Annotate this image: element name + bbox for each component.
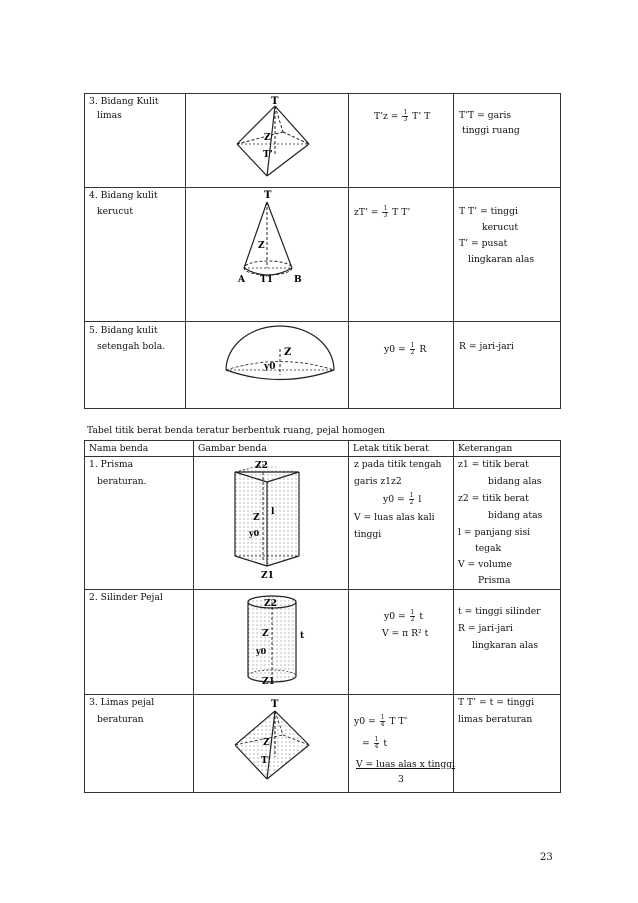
row-note: V = volume bbox=[458, 559, 512, 570]
label-B: B bbox=[294, 275, 302, 285]
label-Z2: Z2 bbox=[264, 599, 277, 609]
row-formula: z pada titik tengah bbox=[354, 459, 442, 470]
label-y0: y0 bbox=[264, 362, 276, 372]
row-note: limas beraturan bbox=[458, 714, 533, 725]
column-header: Gambar benda bbox=[198, 443, 267, 454]
row-note: tinggi ruang bbox=[462, 125, 520, 136]
row-formula: y0 = $\frac{1}{2}$ t bbox=[384, 609, 424, 623]
row-note: Prisma bbox=[478, 575, 511, 586]
row-formula: T’z = $\frac{1}{3}$ T’ T bbox=[374, 109, 431, 123]
row-note: z2 = titik berat bbox=[458, 493, 529, 504]
row-note: z1 = titik berat bbox=[458, 459, 529, 470]
row-formula: V = luas alas kali bbox=[354, 512, 435, 523]
row-note: t = tinggi silinder bbox=[458, 606, 541, 617]
row-formula: tinggi bbox=[354, 529, 382, 540]
label-T-prime: T’ bbox=[261, 756, 271, 766]
label-T1: T1 bbox=[260, 275, 273, 285]
pyramid-solid-figure bbox=[225, 697, 325, 792]
label-Z: Z bbox=[284, 347, 292, 358]
label-y0: y0 bbox=[256, 646, 267, 656]
row-note: tegak bbox=[475, 543, 502, 554]
label-l: l bbox=[271, 507, 275, 517]
row-name: limas bbox=[97, 110, 122, 121]
pyramid-surface-figure bbox=[225, 96, 325, 186]
row-note: R = jari-jari bbox=[458, 623, 513, 634]
row-note: T’T = garis bbox=[459, 110, 512, 121]
row-formula: y0 = $\frac{1}{2}$ l bbox=[383, 492, 422, 506]
label-A: A bbox=[238, 275, 245, 285]
label-Z: Z bbox=[253, 513, 260, 523]
label-T: T bbox=[264, 190, 272, 201]
label-Z2: Z2 bbox=[255, 461, 268, 471]
table-caption: Tabel titik berat benda teratur berbentuk ruang, pejal homogen bbox=[87, 425, 385, 436]
row-formula: V = π R² t bbox=[382, 628, 429, 639]
row-formula: 3 bbox=[398, 774, 404, 785]
row-name: 2. Silinder Pejal bbox=[89, 592, 163, 603]
row-formula: = $\frac{1}{4}$ t bbox=[362, 736, 388, 750]
column-header: Keterangan bbox=[458, 443, 513, 454]
row-note: R = jari-jari bbox=[459, 341, 514, 352]
row-name: beraturan. bbox=[97, 476, 147, 487]
prism-solid-figure bbox=[227, 458, 307, 588]
row-name: 3. Bidang Kulit bbox=[89, 96, 159, 107]
label-y0: y0 bbox=[249, 528, 260, 538]
row-formula: y0 = $\frac{1}{4}$ T T’ bbox=[354, 714, 408, 728]
label-Z1: Z1 bbox=[261, 571, 274, 581]
row-note: bidang atas bbox=[488, 510, 543, 521]
row-name: beraturan bbox=[97, 714, 144, 725]
cylinder-solid-figure bbox=[240, 592, 320, 692]
row-note: T T’ = t = tinggi bbox=[458, 697, 535, 708]
label-Z1: Z1 bbox=[262, 677, 275, 687]
row-formula: V = luas alas x tinggi bbox=[356, 759, 456, 770]
label-Z: Z bbox=[262, 629, 269, 639]
row-note: kerucut bbox=[482, 222, 519, 233]
row-name: 1. Prisma bbox=[89, 459, 134, 470]
label-Z: Z bbox=[258, 241, 265, 251]
row-name: kerucut bbox=[97, 206, 134, 217]
row-note: lingkaran alas bbox=[468, 254, 535, 265]
row-name: 3. Limas pejal bbox=[89, 697, 155, 708]
label-T: T bbox=[271, 96, 279, 107]
row-note: l = panjang sisi bbox=[458, 527, 531, 538]
row-formula: zT’ = $\frac{1}{3}$ T T’ bbox=[354, 205, 411, 219]
row-name: setengah bola. bbox=[97, 341, 166, 352]
row-formula: garis z1z2 bbox=[354, 476, 402, 487]
row-note: T T’ = tinggi bbox=[459, 206, 518, 217]
row-note: T’ = pusat bbox=[459, 238, 508, 249]
column-header: Nama benda bbox=[89, 443, 149, 454]
hemisphere-surface-figure bbox=[220, 325, 340, 395]
row-note: bidang alas bbox=[488, 476, 542, 487]
label-Z: Z bbox=[264, 133, 271, 143]
column-header: Letak titik berat bbox=[353, 443, 429, 454]
row-name: 4. Bidang kulit bbox=[89, 190, 158, 201]
page-number: 23 bbox=[540, 852, 553, 863]
label-T: T bbox=[271, 699, 279, 710]
label-t: t bbox=[300, 631, 305, 641]
row-note: lingkaran alas bbox=[472, 640, 539, 651]
label-T-prime: T’ bbox=[263, 150, 273, 160]
row-formula: y0 = $\frac{1}{2}$ R bbox=[384, 342, 427, 356]
label-Z: Z bbox=[263, 738, 270, 748]
cone-surface-figure bbox=[234, 190, 324, 290]
row-name: 5. Bidang kulit bbox=[89, 325, 158, 336]
